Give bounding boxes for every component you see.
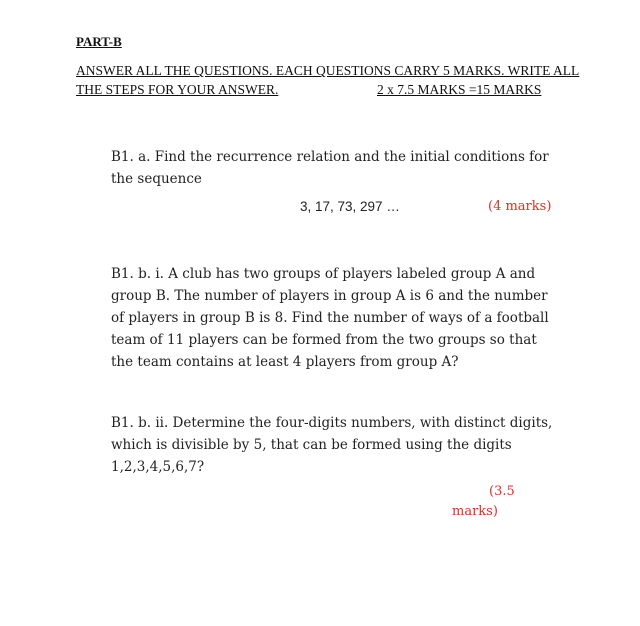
question-b1bii-line-3: 1,2,3,4,5,6,7? xyxy=(111,459,205,475)
part-title: PART-B xyxy=(76,34,122,49)
sequence-expression: 3, 17, 73, 297 … xyxy=(300,199,400,214)
question-b1bi-line-2: group B. The number of players in group A is 6 and the number xyxy=(111,288,548,304)
question-b1bii-line-2: which is divisible by 5, that can be formed using the digits xyxy=(111,437,512,453)
instruction-line-2: THE STEPS FOR YOUR ANSWER. xyxy=(76,82,279,97)
question-b1bii-line-1: B1. b. ii. Determine the four-digits numbers, with distinct digits, xyxy=(111,415,553,431)
question-b1a-line-1: B1. a. Find the recurrence relation and the initial conditions for xyxy=(111,149,549,165)
question-b1a-line-2: the sequence xyxy=(111,171,202,187)
question-b1a-marks: (4 marks) xyxy=(488,199,552,214)
question-b1bi-line-4: team of 11 players can be formed from the two groups so that xyxy=(111,332,537,348)
question-b1bi-line-5: the team contains at least 4 players from group A? xyxy=(111,354,459,370)
question-b1bi-line-3: of players in group B is 8. Find the number of ways of a football xyxy=(111,310,549,326)
question-b1bi-line-1: B1. b. i. A club has two groups of players labeled group A and xyxy=(111,266,536,282)
question-b1bii-marks-part-2: marks) xyxy=(452,504,498,519)
total-marks: 2 x 7.5 MARKS =15 MARKS xyxy=(377,82,542,97)
instruction-line-1: ANSWER ALL THE QUESTIONS. EACH QUESTIONS CARRY 5 MARKS. WRITE ALL xyxy=(76,63,580,78)
question-b1bii-marks-part-1: (3.5 xyxy=(489,484,515,499)
